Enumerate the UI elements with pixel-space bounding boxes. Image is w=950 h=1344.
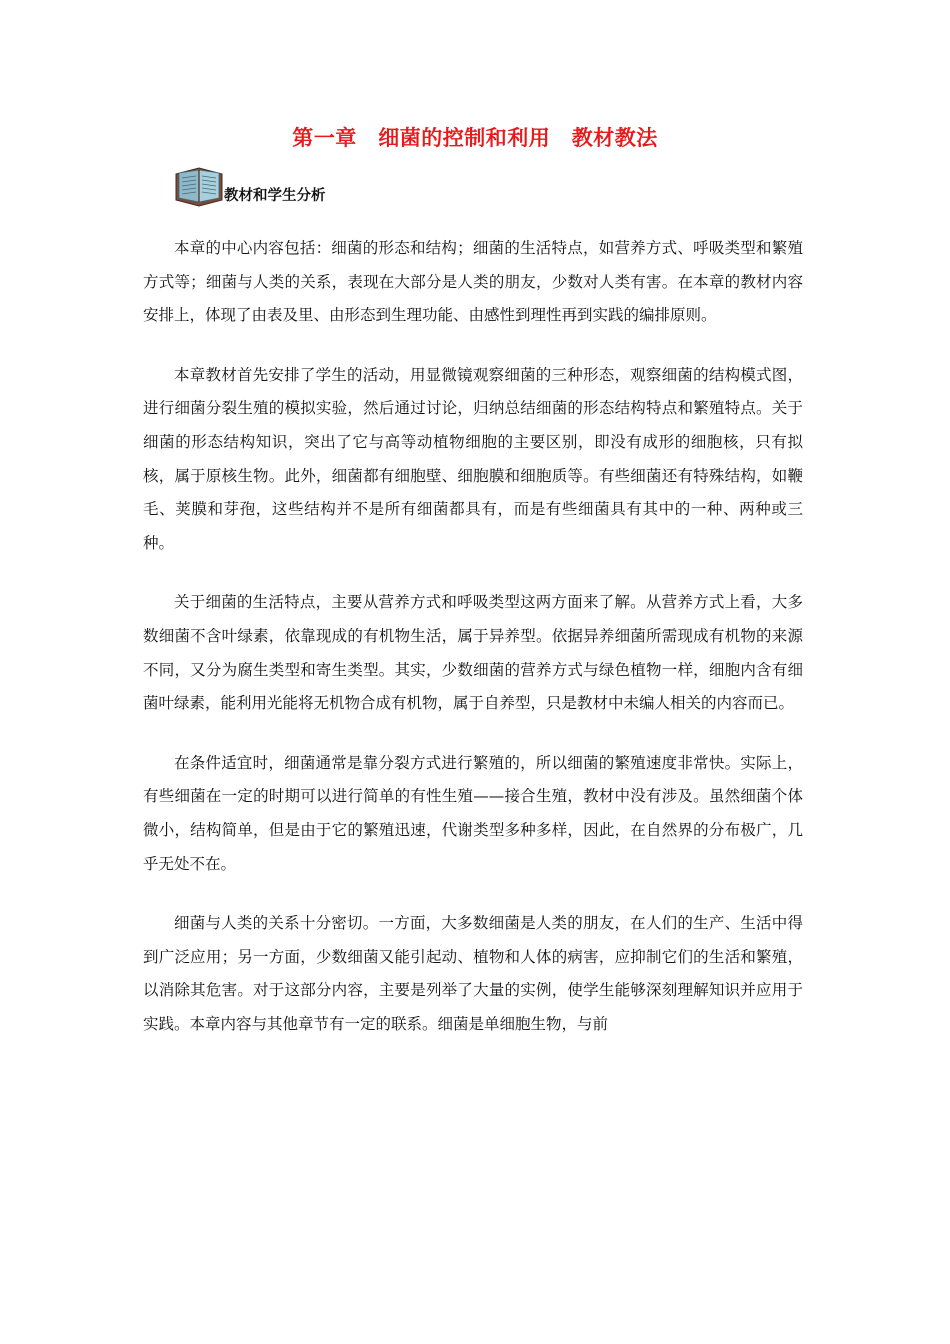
body-text [143, 232, 803, 1067]
section-label: 教材和学生分析 [224, 188, 326, 204]
chapter-title: 第一章 细菌的控制和利用 教材教法 [292, 126, 658, 150]
paragraph: 细菌与人类的关系十分密切。一方面，大多数细菌是人类的朋友，在人们的生产、生活中得到广泛应用；另一方面，少数细菌又能引起动、植物和人体的病害，应抑制它们的生活和繁殖，以消除其危害。对于这部分内容，主要是列举了大量的实例，使学生能够深刻理解知识并应用于实践。本章内容与其他章节有一定的联系。细菌是单细胞生物，与前 [143, 914, 803, 1033]
paragraph: 在条件适宜时，细菌通常是靠分裂方式进行繁殖的，所以细菌的繁殖速度非常快。实际上，有些细菌在一定的时期可以进行简单的有性生殖——接合生殖，教材中没有涉及。虽然细菌个体微小，结构简单，但是由于它的繁殖迅速，代谢类型多种多样，因此，在自然界的分布极广，几乎无处不在。 [143, 753, 803, 873]
paragraph: 本章的中心内容包括：细菌的形态和结构；细菌的生活特点，如营养方式、呼吸类型和繁殖方式等；细菌与人类的关系，表现在大部分是人类的朋友，少数对人类有害。在本章的教材内容安排上，体现了由表及里、由形态到生理功能、由感性到理性再到实践的编排原则。 [143, 239, 803, 325]
open-book-icon [172, 160, 226, 208]
paragraph: 本章教材首先安排了学生的活动，用显微镜观察细菌的三种形态，观察细菌的结构模式图，进行细菌分裂生殖的模拟实验，然后通过讨论，归纳总结细菌的形态结构特点和繁殖特点。关于细菌的形态结构知识，突出了它与高等动植物细胞的主要区别，即没有成形的细胞核，只有拟核，属于原核生物。此外，细菌都有细胞壁、细胞膜和细胞质等。有些细菌还有特殊结构，如鞭毛、荚膜和芽孢，这些结构并不是所有细菌都具有，而是有些细菌具有其中的一种、两种或三种。 [143, 365, 803, 552]
paragraph: 关于细菌的生活特点，主要从营养方式和呼吸类型这两方面来了解。从营养方式上看，大多数细菌不含叶绿素，依靠现成的有机物生活，属于异养型。依据异养细菌所需现成有机物的来源不同，又分为腐生类型和寄生类型。其实，少数细菌的营养方式与绿色植物一样，细胞内含有细菌叶绿素，能利用光能将无机物合成有机物，属于自养型，只是教材中未编人相关的内容而已。 [143, 593, 803, 713]
